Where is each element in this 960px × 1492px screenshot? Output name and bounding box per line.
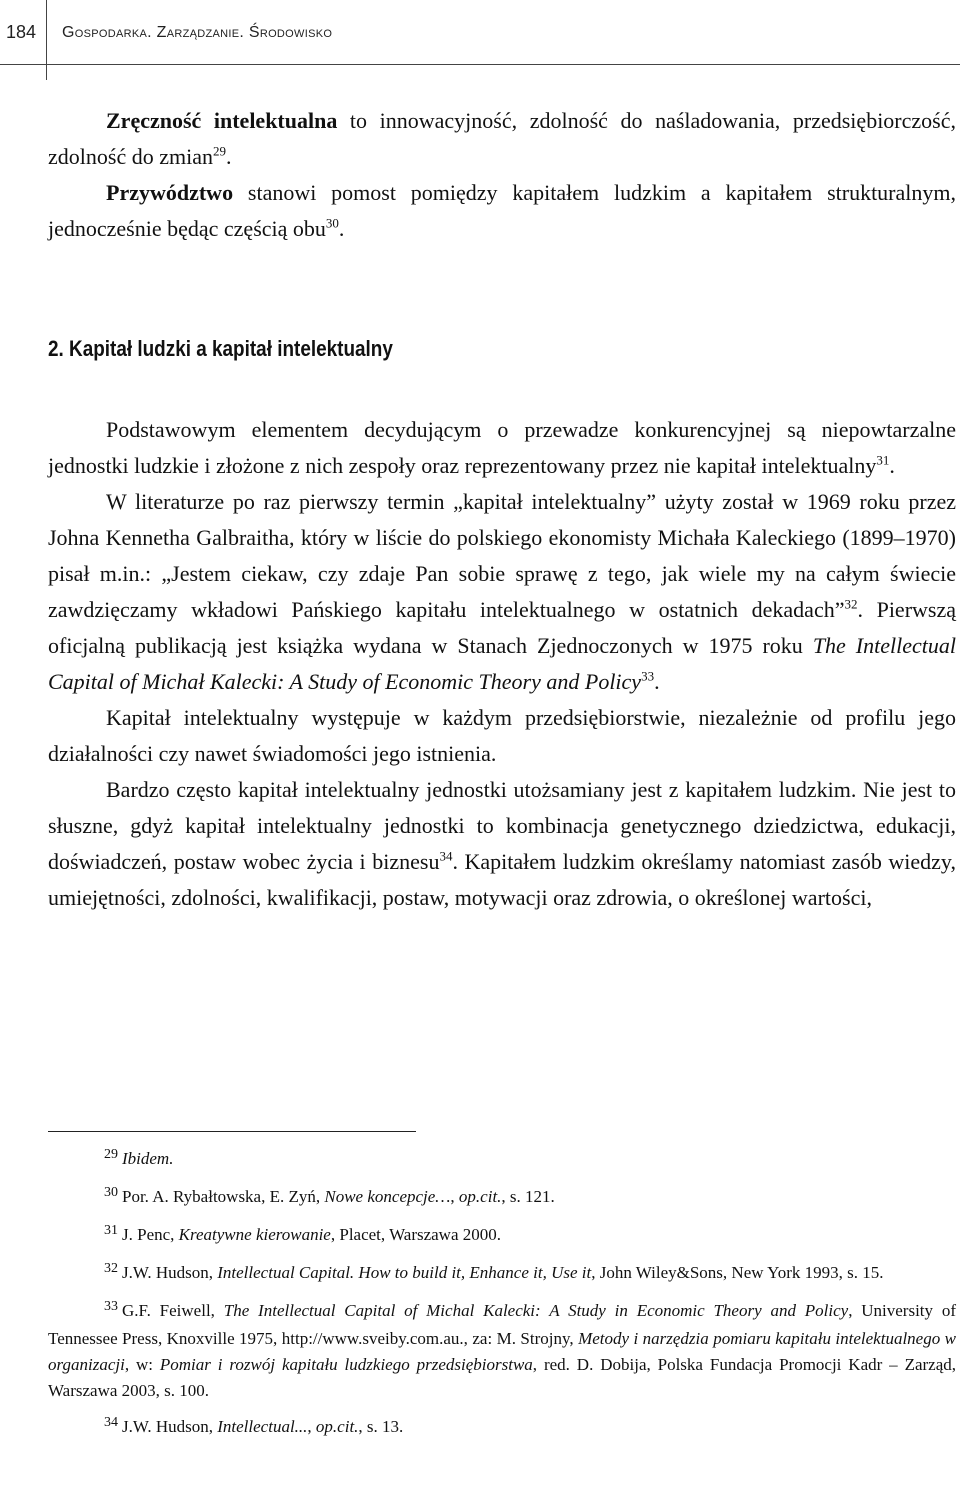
footnote-text: , s. 121.: [501, 1187, 555, 1206]
term-agility: Zręczność intelektualna: [106, 108, 338, 133]
footnote-number: 32: [104, 1261, 118, 1276]
footnote-italic-text: Intellectual Capital. How to build it, Enhance it, Use it: [217, 1263, 592, 1282]
term-leadership: Przywództwo: [106, 180, 234, 205]
punctuation: .: [889, 453, 895, 478]
footnotes: [48, 1146, 956, 1452]
footnote-text: J. Penc,: [122, 1225, 179, 1244]
footnote-34: [48, 1414, 956, 1442]
footnote-33: [48, 1298, 956, 1404]
footnote-ref: 29: [212, 143, 226, 159]
footnote-text: , w:: [124, 1355, 160, 1374]
footnote-number: 34: [104, 1415, 118, 1430]
paragraph-text: . Pierwszą oficjalną publikacją jest książka wydana w Stanach Zjednoczonych w 1975 roku: [48, 597, 956, 658]
footnote-ref: 34: [439, 848, 453, 864]
paragraph-text: W literaturze po raz pierwszy termin „kapitał intelektualny” użyty został w 1969 roku przez Johna Kennetha Galbraitha, który w liście do polskiego ekonomisty Michała Kaleckiego (1899–1970) pisał m.in.: „Jestem ciekaw, czy zdaje Pan sobie sprawę z tego, jak wiele my na całym świecie zawdzięczamy wkładowi Pańskiego kapitału intelektualnego w ostatnich dekadach”: [48, 489, 956, 622]
footnote-text: , University of Tennessee Press, Knoxville 1975, http://www.sveiby.com.au., za: M. Strojny,: [48, 1301, 956, 1348]
running-title: Gospodarka. Zarządzanie. Środowisko: [62, 24, 333, 41]
punctuation: .: [338, 216, 345, 241]
footnote-text: G.F. Feiwell,: [122, 1301, 224, 1320]
footnote-ref: 32: [844, 596, 858, 612]
footnote-italic-text: Intellectual...: [217, 1417, 308, 1436]
paragraph-text: Bardzo często kapitał intelektualny jednostki utożsamiany jest z kapitałem ludzkim. Nie jest to słuszne, gdyż kapitał intelektualny jednostki to kombinacja genetycznego dziedzictwa, edukacji, doświadczeń, postaw wobec życia i biznesu: [48, 777, 956, 874]
footnote-italic-text: Pomiar i rozwój kapitału ludzkiego przedsiębiorstwa: [159, 1355, 533, 1374]
footnote-italic-text: The Intellectual Capital of Michal Kalecki: A Study in Economic Theory and Policy: [223, 1301, 849, 1320]
footnote-italic-text: Metody i narzędzia pomiaru kapitału intelektualnego w organizacji: [48, 1329, 956, 1374]
paragraph-leadership: [48, 175, 956, 247]
intro-text: [48, 103, 956, 247]
paragraph-text: . Kapitałem ludzkim określamy natomiast zasób wiedzy, umiejętności, zdolności, kwalifikacji, postaw, motywacji oraz zdrowia, o określonej wartości,: [48, 849, 956, 910]
footnote-30: [48, 1184, 956, 1212]
footnote-text: ,: [307, 1417, 316, 1436]
paragraph-agility: [48, 103, 956, 175]
footnote-italic-text: Nowe koncepcje…: [324, 1187, 451, 1206]
footnote-text: , s. 13.: [358, 1417, 404, 1436]
footnote-ref: 33: [641, 668, 655, 684]
footnote-31: [48, 1222, 956, 1250]
footnote-32: [48, 1260, 956, 1288]
paragraph-text: Podstawowym elementem decydującym o przewadze konkurencyjnej są niepowtarzalne jednostki ludzkie i złożone z nich zespoły oraz reprezentowany przez nie kapitał intelektualny: [48, 417, 956, 478]
footnote-rule: [48, 1131, 416, 1132]
header-divider-horizontal: [0, 64, 960, 65]
paragraph-text: stanowi pomost pomiędzy kapitałem ludzkim a kapitałem strukturalnym, jednocześnie będąc częścią obu: [48, 180, 956, 241]
footnote-text: Por. A. Rybałtowska, E. Zyń,: [122, 1187, 325, 1206]
footnote-number: 31: [104, 1223, 118, 1238]
footnote-text: J.W. Hudson,: [122, 1417, 218, 1436]
footnote-text: , red. D. Dobija, Polska Fundacja Promocji Kadr – Zarząd, Warszawa 2003, s. 100.: [48, 1355, 957, 1400]
paragraph: [48, 772, 956, 916]
paragraph-text: to innowacyjność, zdolność do naśladowania, przedsiębiorczość, zdolność do zmian: [48, 108, 956, 169]
footnote-text: ,: [450, 1187, 459, 1206]
footnote-number: 33: [104, 1299, 118, 1314]
punctuation: .: [225, 144, 232, 169]
section-heading: 2. Kapitał ludzki a kapitał intelektualny: [48, 336, 393, 361]
footnote-text: , Placet, Warszawa 2000.: [330, 1225, 502, 1244]
page-number: 184: [6, 22, 37, 42]
paragraph-text: Kapitał intelektualny występuje w każdym przedsiębiorstwie, niezależnie od profilu jego działalności czy nawet świadomości jego istnienia.: [48, 705, 956, 766]
footnote-italic-text: Kreatywne kierowanie: [178, 1225, 331, 1244]
header-divider-vertical: [46, 0, 47, 80]
section-text: [48, 412, 956, 916]
footnote-text: , John Wiley&Sons, New York 1993, s. 15.: [591, 1263, 884, 1282]
footnote-text: J.W. Hudson,: [122, 1263, 218, 1282]
footnote-italic-text: op.cit.: [315, 1417, 359, 1436]
footnote-29: [48, 1146, 956, 1174]
footnote-number: 30: [104, 1185, 118, 1200]
book-title: The Intellectual Capital of Michał Kalecki: A Study of Economic Theory and Policy: [48, 633, 956, 694]
footnote-italic-text: op.cit.: [458, 1187, 502, 1206]
footnote-number: 29: [104, 1147, 118, 1162]
paragraph: [48, 700, 956, 772]
paragraph: [48, 412, 956, 484]
footnote-ref: 30: [325, 215, 339, 231]
punctuation: .: [654, 669, 660, 694]
footnote-ref: 31: [876, 452, 890, 468]
footnote-italic-text: Ibidem.: [122, 1149, 174, 1168]
paragraph: [48, 484, 956, 700]
